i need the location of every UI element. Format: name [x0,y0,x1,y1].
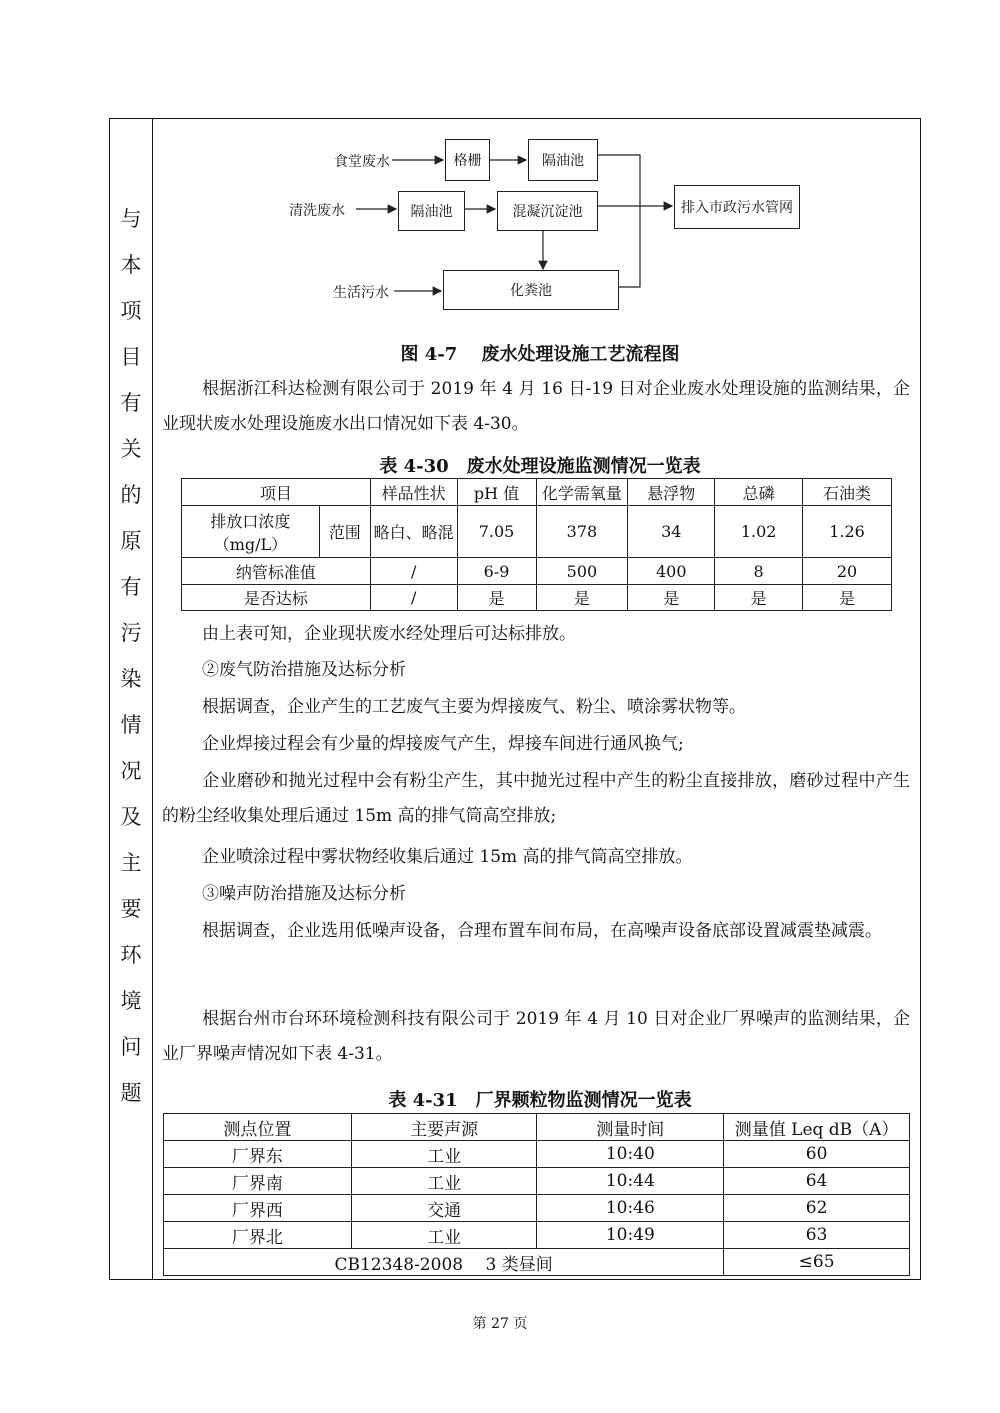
table-row [164,1141,910,1168]
table-row [182,506,892,558]
header-cell: 测量时间 [537,1114,724,1141]
noise-monitoring-table [163,1113,910,1276]
paragraph: 根据调查，企业选用低噪声设备，合理布置车间布局，在高噪声设备底部设置减震垫减震。 [202,921,882,941]
table-cell: 是 [628,585,715,611]
grille-box: 格栅 [445,139,490,181]
paragraph: 企业喷涂过程中雾状物经收集后通过 15m 高的排气筒高空排放。 [202,847,693,867]
table-cell: 64 [724,1168,910,1195]
page-number: 第 27 页 [472,1316,528,1332]
oil-separator-box-2: 隔油池 [398,191,465,231]
side-char: 情 [120,713,142,737]
table-cell: 工业 [351,1222,537,1249]
row-label: 纳管标准值 [182,558,371,585]
side-char: 原 [120,529,142,553]
table-cell: 工业 [351,1141,537,1168]
side-char: 有 [120,575,142,599]
table-row [164,1195,910,1222]
side-char: 主 [120,851,142,875]
header-cell: 悬浮物 [628,479,715,506]
side-char: 目 [120,345,142,369]
table-cell: 是 [715,585,803,611]
header-cell: 石油类 [803,479,892,506]
table-cell: 378 [536,506,628,558]
header-cell: 化学需氧量 [536,479,628,506]
standard-value: ≤65 [724,1249,910,1276]
table-cell: 8 [715,558,803,585]
source-canteen-wastewater: 食堂废水 [334,154,390,170]
header-cell: 测量值 Leq dB（A） [724,1114,910,1141]
paragraph: 企业磨砂和抛光过程中会有粉尘产生，其中抛光过程中产生的粉尘直接排放，磨砂过程中产生的粉尘经收集处理后通过 15m 高的排气筒高空排放; [162,771,910,826]
header-cell: 样品性状 [370,479,457,506]
table-cell: 工业 [351,1168,537,1195]
table-row [164,1168,910,1195]
standard-label: CB12348-2008 3 类昼间 [164,1249,724,1276]
header-cell: 总磷 [715,479,803,506]
table-cell: 63 [724,1222,910,1249]
paragraph: 企业焊接过程会有少量的焊接废气产生，焊接车间进行通风换气; [202,734,684,754]
septic-tank-box: 化粪池 [443,270,619,310]
row-label: 是否达标 [182,585,371,611]
table-cell: 厂界东 [164,1141,352,1168]
table-cell: 34 [628,506,715,558]
source-domestic-sewage: 生活污水 [333,285,389,301]
table-cell: 厂界北 [164,1222,352,1249]
table-cell: 62 [724,1195,910,1222]
side-char: 境 [120,989,142,1013]
table-cell: / [370,585,457,611]
table-row [164,1222,910,1249]
side-char: 环 [120,943,142,967]
section-heading: ③噪声防治措施及达标分析 [202,884,406,904]
paragraph: 根据台州市台环环境检测科技有限公司于 2019 年 4 月 10 日对企业厂界噪声的监测结果，企业厂界噪声情况如下表 4-31。 [162,1009,910,1064]
table-cell: 7.05 [457,506,536,558]
table-cell: 10:46 [537,1195,724,1222]
row-sublabel: 范围 [319,506,370,558]
wastewater-monitoring-table [181,478,892,611]
side-char: 有 [120,391,142,415]
side-char: 染 [120,667,142,691]
paragraph: 由上表可知，企业现状废水经处理后可达标排放。 [202,624,576,644]
paragraph: 根据浙江科达检测有限公司于 2019 年 4 月 16 日-19 日对企业废水处理设施的监测结果，企业现状废水处理设施废水出口情况如下表 4-30。 [162,379,910,434]
side-char: 问 [120,1035,142,1059]
table-cell: 400 [628,558,715,585]
table-cell: 10:40 [537,1141,724,1168]
side-char: 与 [120,207,142,231]
municipal-sewer-box: 排入市政污水管网 [674,185,800,229]
table-row [182,558,892,585]
side-char: 本 [120,253,142,277]
section-heading: ②废气防治措施及达标分析 [202,660,406,680]
table-row [182,585,892,611]
table-cell: 厂界南 [164,1168,352,1195]
table-4-30-caption: 表 4-30 废水处理设施监测情况一览表 [379,456,701,477]
table-cell: 是 [457,585,536,611]
table-4-31-caption: 表 4-31 厂界颗粒物监测情况一览表 [388,1090,692,1111]
table-header-row [182,479,892,506]
paragraph: 根据调查，企业产生的工艺废气主要为焊接废气、粉尘、喷涂雾状物等。 [202,697,746,717]
header-cell: 主要声源 [351,1114,537,1141]
table-cell: 是 [803,585,892,611]
side-char: 况 [120,759,142,783]
header-cell: 项目 [182,479,371,506]
oil-separator-box-1: 隔油池 [528,139,598,181]
table-cell: 略白、略混 [370,506,457,558]
table-cell: 是 [536,585,628,611]
table-cell: 10:44 [537,1168,724,1195]
table-footer-row [164,1249,910,1276]
table-cell: 6-9 [457,558,536,585]
table-cell: / [370,558,457,585]
table-cell: 20 [803,558,892,585]
figure-caption: 图 4-7 废水处理设施工艺流程图 [400,344,680,365]
table-cell: 交通 [351,1195,537,1222]
table-cell: 10:49 [537,1222,724,1249]
side-char: 及 [120,805,142,829]
side-char: 题 [120,1081,142,1105]
table-cell: 1.02 [715,506,803,558]
table-cell: 500 [536,558,628,585]
source-wash-wastewater: 清洗废水 [289,203,345,219]
coagulation-tank-box: 混凝沉淀池 [497,191,598,231]
side-char: 关 [120,437,142,461]
side-char: 要 [120,897,142,921]
table-header-row [164,1114,910,1141]
table-cell: 60 [724,1141,910,1168]
header-cell: 测点位置 [164,1114,352,1141]
row-label: 排放口浓度（mg/L） [182,506,320,558]
table-cell: 厂界西 [164,1195,352,1222]
header-cell: pH 值 [457,479,536,506]
side-char: 污 [120,621,142,645]
table-cell: 1.26 [803,506,892,558]
side-char: 的 [120,483,142,507]
side-char: 项 [120,299,142,323]
